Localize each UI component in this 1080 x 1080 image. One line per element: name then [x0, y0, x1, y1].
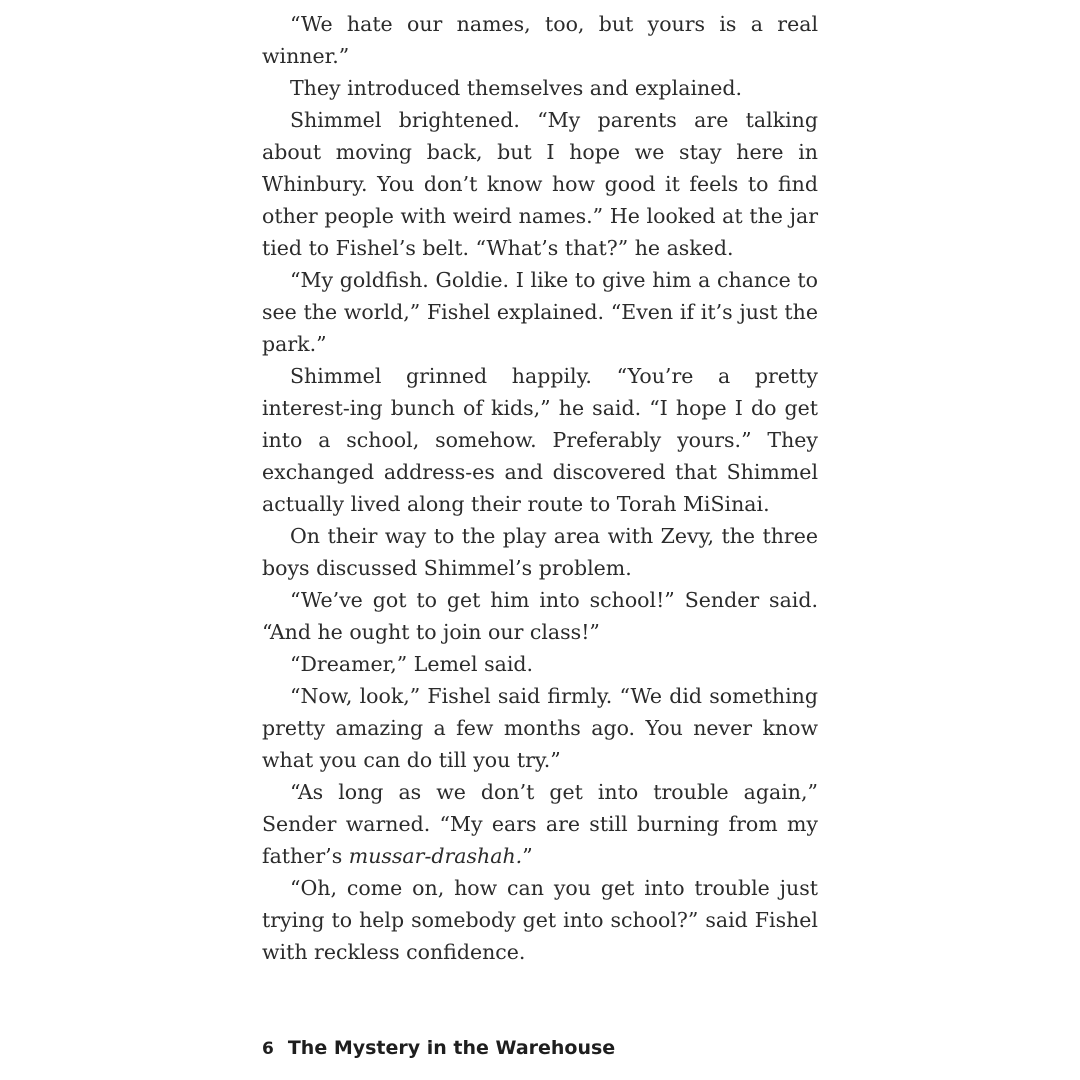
paragraph-text: ” [522, 844, 533, 868]
paragraph: Shimmel brightened. “My parents are talking about moving back, but I hope we stay here in Whinbury. You don’t know how good it feels to find other people with weird names.” He looked at the jar tied to Fishel’s belt. “What’s that?” he asked. [262, 108, 818, 260]
italic-term: mussar-drashah. [348, 844, 523, 868]
running-title: The Mystery in the Warehouse [287, 1037, 616, 1059]
paragraph: “Oh, come on, how can you get into trouble just trying to help somebody get into school?” said Fishel with reckless confidence. [262, 876, 818, 964]
paragraph-text: “As long as we don’t get into trouble again,” Sender warned. “My ears are still burning from my father’s [262, 780, 818, 868]
body-text [262, 8, 818, 968]
paragraph [262, 776, 818, 872]
paragraph: “Now, look,” Fishel said firmly. “We did something pretty amazing a few months ago. You never know what you can do till you try.” [262, 684, 818, 772]
paragraph: “We’ve got to get him into school!” Sender said. “And he ought to join our class!” [262, 588, 818, 644]
paragraph: “Dreamer,” Lemel said. [290, 652, 534, 676]
paragraph: On their way to the play area with Zevy, the three boys discussed Shimmel’s problem. [262, 524, 818, 580]
paragraph: They introduced themselves and explained. [290, 76, 742, 100]
page-number: 6 [262, 1039, 274, 1059]
paragraph: Shimmel grinned happily. “You’re a pretty interest-ing bunch of kids,” he said. “I hope I do get into a school, somehow. Preferably yours.” They exchanged address-es and discovered that Shimmel actually lived along their route to Torah MiSinai. [262, 364, 818, 516]
paragraph: “We hate our names, too, but yours is a real winner.” [262, 12, 818, 68]
paragraph: “My goldfish. Goldie. I like to give him a chance to see the world,” Fishel explained. “Even if it’s just the park.” [262, 268, 818, 356]
page-footer [262, 1037, 615, 1059]
